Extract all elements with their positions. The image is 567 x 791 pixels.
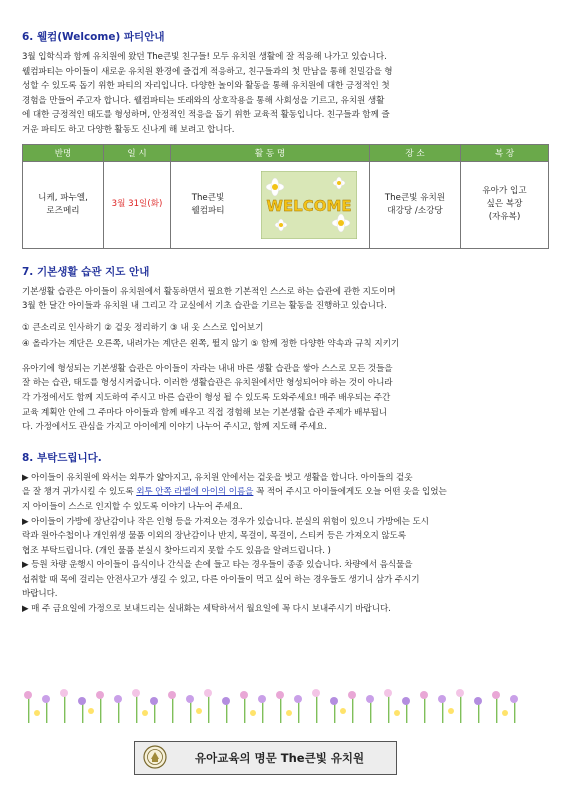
habit-rules-list <box>22 320 550 352</box>
header-activity: 활 동 명 <box>171 144 370 161</box>
flower-border-decoration <box>0 683 567 725</box>
school-seal-icon <box>143 745 167 769</box>
text-line: ▶ 아이들이 가방에 장난감이나 작은 인형 등을 가져오는 경우가 있습니다. 분실의 위험이 있으니 가방에는 도시 <box>22 516 429 527</box>
text-line: 거운 파티도 하고 다양한 활동도 신나게 해 보려고 합니다. <box>22 124 235 135</box>
dress-line: 유아가 입고 <box>482 186 527 197</box>
dress-line: 싶은 복장 <box>486 199 523 210</box>
section-8-title: 8. 부탁드립니다. <box>22 451 102 464</box>
list-item: ① 큰소리로 인사하기 ② 겉옷 정리하기 ③ 내 옷 스스로 입어보기 <box>22 322 264 333</box>
place-line: The큰빛 유치원 <box>384 192 446 203</box>
request-item-coat <box>22 471 550 515</box>
class-names: 니케, 파누엘, <box>38 192 88 203</box>
text-line: 기본생활 습관은 아이들이 유치원에서 활동하면서 필요한 기본적인 스스로 하는 습관에 관한 지도이며 <box>22 286 396 297</box>
text-line: 경험을 만들어 주고자 합니다. 웰컴파티는 또래와의 상호작용을 통해 사회성을 기르고, 유치원 생활 <box>22 95 385 106</box>
banner-text: WELCOME <box>266 196 352 215</box>
coat-label-link[interactable]: 외투 안쪽 라벨에 아이의 이름을 <box>136 487 254 498</box>
section-7-body <box>22 362 550 435</box>
footer-banner <box>134 741 397 775</box>
text-line: 3월 입학식과 함께 유치원에 왔던 The큰빛 친구들! 모두 유치원 생활에 잘 적응해 나가고 있습니다. <box>22 52 387 62</box>
text-line: 다. 가정에서도 관심을 가지고 아이에게 이야기 나누어 주시고, 함께 지도해 주세요. <box>22 422 327 433</box>
activity-name <box>173 192 243 218</box>
text-line: 유아기에 형성되는 기본생활 습관은 아이들이 자라는 내내 바른 생활 습관을 쌓아 스스로 모든 것들을 <box>22 363 393 374</box>
text-line: 지 아이들이 스스로 인지할 수 있도록 이야기 나누어 주세요. <box>22 501 243 512</box>
class-names: 로즈메리 <box>46 205 80 216</box>
table-header-row <box>23 144 549 161</box>
cell-class <box>23 161 104 248</box>
place-line: 대강당 /소강당 <box>387 205 443 216</box>
header-class: 반명 <box>23 144 104 161</box>
cell-activity <box>171 161 370 248</box>
text-line: 3월 한 달간 아이들과 유치원 내 그리고 각 교실에서 기초 습관을 기르는 활동을 진행하고 있습니다. <box>22 301 387 312</box>
text-line: 섭취할 때 목에 걸리는 안전사고가 생길 수 있고, 다른 아이들이 먹고 싶어 하는 경우들도 생기니 삼가 주시기 <box>22 574 420 585</box>
cell-dress <box>461 161 549 248</box>
text-line: 꼭 적어 주시고 아이들에게도 오늘 어떤 옷을 입었는 <box>253 487 447 498</box>
header-place: 장 소 <box>370 144 461 161</box>
header-date: 일 시 <box>104 144 171 161</box>
dress-line: (자유복) <box>488 212 521 223</box>
text-line: 각 가정에서도 함께 지도하여 주시고 바른 습관이 형성 될 수 있도록 도와주세요! 매주 배우되는 주간 <box>22 392 391 403</box>
text-line: ▶ 등원 차량 운행시 아이들이 음식이나 간식을 손에 들고 타는 경우들이 종종 있습니다. 차량에서 음식물을 <box>22 560 413 571</box>
request-item-shoes: ▶ 매 주 금요일에 가정으로 보내드리는 실내화는 세탁하셔서 월요일에 꼭 다시 보내주시기 바랍니다. <box>22 604 391 615</box>
text-line: 에 대한 긍정적인 태도를 형성하며, 안정적인 적응을 돕기 위한 교육적 활동입니다. 친구들과 함께 즐 <box>22 110 390 121</box>
section-6-title: 6. 웰컴(Welcome) 파티안내 <box>22 31 165 43</box>
request-item-food <box>22 558 550 602</box>
text-line: 잘 하는 습관, 태도를 형성시켜줍니다. 이러한 생활습관은 유치원에서만 형성되어야 하는 것이 아니라 <box>22 378 393 389</box>
text-line: 바랍니다. <box>22 589 58 600</box>
footer-title: 유아교육의 명문 The큰빛 유치원 <box>195 751 365 765</box>
list-item: ④ 올라가는 계단은 오른쪽, 내려가는 계단은 왼쪽, 뛸지 않기 ⑤ 함께 정한 다양한 약속과 규칙 지키기 <box>22 338 400 349</box>
newsletter-page <box>22 30 550 617</box>
cell-date: 3월 31일(화) <box>104 161 171 248</box>
text-line: 락과 원아수첩이나 개인위생 물품 이외의 장난감이나 반지, 목걸이, 목걸이, 스티커 등은 가져오지 않도록 <box>22 531 406 542</box>
text-line: 교육 계획안 안에 그 주마다 아이들과 함께 배우고 직접 경험해 보는 기본생활 습관 주제가 배부됩니 <box>22 407 387 418</box>
activity-line: 웰컴파티 <box>191 205 225 216</box>
text-line: 웰컴파티는 아이들이 새로운 유치원 환경에 즐겁게 적응하고, 친구들과의 첫 만남을 통해 친밀감을 형 <box>22 66 393 77</box>
welcome-party-table <box>22 144 549 249</box>
text-line: 협조 부탁드립니다. (개인 물품 분실시 찾아드리지 못할 수도 있음을 알려드립니다. ) <box>22 545 331 556</box>
welcome-banner-image <box>261 171 357 239</box>
text-line: ▶ 아이들이 유치원에 와서는 외투가 얇아지고, 유치원 안에서는 겉옷을 벗고 생활을 합니다. 아이들의 겉옷 <box>22 472 413 483</box>
header-dress: 복 장 <box>461 144 549 161</box>
cell-place <box>370 161 461 248</box>
activity-line: The큰빛 <box>191 192 225 203</box>
text-line: 성할 수 있도록 돕기 위한 파티의 자리입니다. 다양한 놀이와 활동을 통해 유치원에 대한 긍정적인 첫 <box>22 81 390 92</box>
text-line: 을 잘 챙겨 귀가시킬 수 있도록 <box>22 487 137 498</box>
section-6-paragraph <box>22 50 550 138</box>
request-item-toys <box>22 515 550 559</box>
table-row <box>23 161 549 248</box>
section-7-intro <box>22 285 550 314</box>
section-7-title: 7. 기본생활 습관 지도 안내 <box>22 265 150 278</box>
